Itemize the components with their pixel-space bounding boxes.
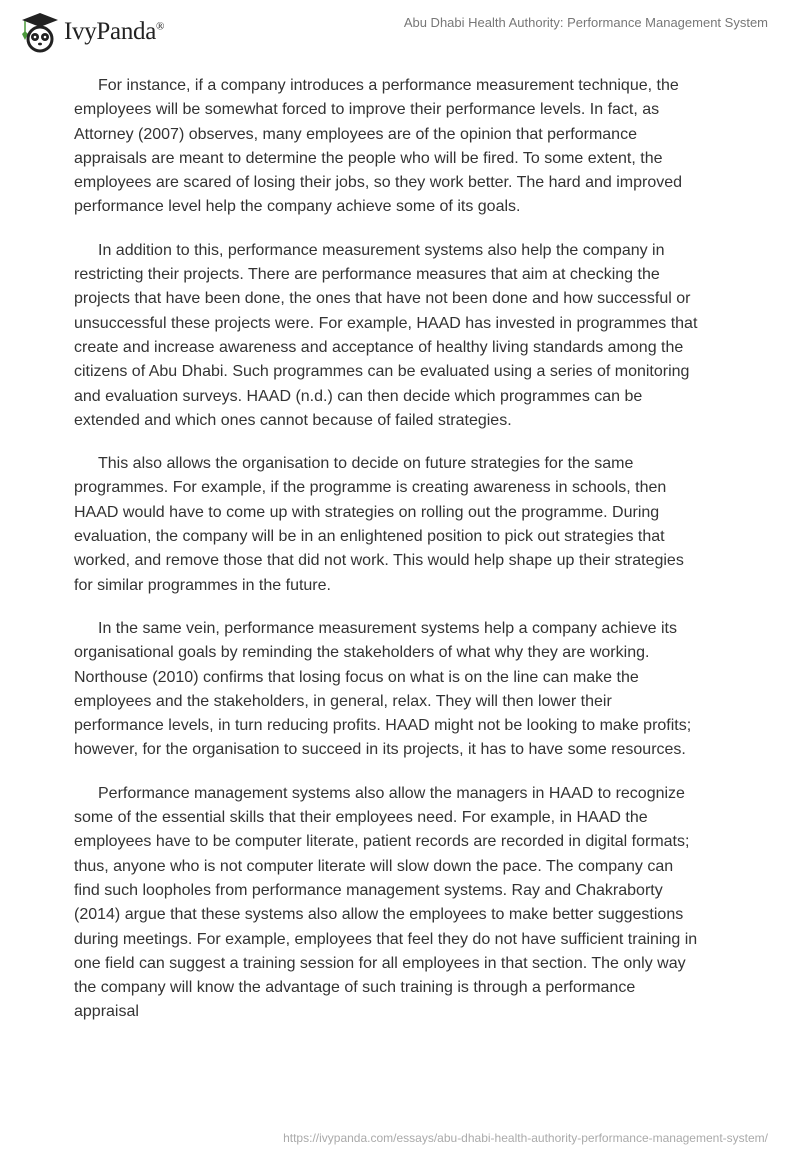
panda-graduate-icon [18,10,58,54]
text-line: one field can suggest a training session for all employees in that section. The only way [74,954,686,972]
source-url[interactable]: https://ivypanda.com/essays/abu-dhabi-health-authority-performance-management-system/ [283,1131,768,1145]
text-line: create and increase awareness and acceptance of healthy living standards among the [74,338,684,356]
paragraph [74,617,734,763]
logo-text: IvyPanda® [64,18,165,45]
text-line: employees will be somewhat forced to improve their performance levels. In fact, as [74,101,660,119]
text-line: Attorney (2007) observes, many employees are of the opinion that performance [74,125,637,143]
text-line: HAAD would have to come up with strategies on rolling out the programme. During [74,503,660,521]
text-line: however, for the organisation to succeed in its projects, it has to have some resources. [74,741,686,759]
text-line: thus, anyone who is not computer literate will slow down the pace. The company can [74,857,674,875]
essay-body [74,74,734,1044]
text-line: extended and which ones cannot because of failed strategies. [74,411,512,429]
text-line: unsuccessful these projects were. For example, HAAD has invested in programmes that [74,314,698,332]
text-line: some of the essential skills that their employees need. For example, in HAAD the [74,809,648,827]
text-line: Northouse (2010) confirms that losing focus on what is on the line can make the [74,668,639,686]
text-line: organisational goals by reminding the stakeholders of what why they are working. [74,644,650,662]
text-line: (2014) argue that these systems also allow the employees to make better suggestions [74,906,684,924]
text-line: performance levels, in turn reducing profits. HAAD might not be looking to make profits; [74,717,692,735]
paragraph [74,74,734,220]
paragraph [74,239,734,433]
text-line: during meetings. For example, employees that feel they do not have sufficient training in [74,930,698,948]
text-line: worked, and remove those that did not work. This would help shape up their strategies [74,552,684,570]
text-line: Performance management systems also allow the managers in HAAD to recognize [98,784,685,802]
text-line: evaluation, the company will be in an enlightened position to pick out strategies that [74,528,665,546]
paragraph [74,452,734,598]
text-line: the company will know the advantage of such training is through a performance [74,979,636,997]
text-line: This also allows the organisation to decide on future strategies for the same [98,455,634,473]
paragraph [74,782,734,1025]
text-line: In the same vein, performance measurement systems help a company achieve its [98,619,677,637]
text-line: find such loopholes from performance management systems. Ray and Chakraborty [74,881,663,899]
text-line: citizens of Abu Dhabi. Such programmes can be evaluated using a series of monitoring [74,363,690,381]
text-line: For instance, if a company introduces a performance measurement technique, the [98,77,679,94]
text-line: and evaluation surveys. HAAD (n.d.) can then decide which programmes can be [74,387,643,405]
text-line: projects that have been done, the ones that have not been done and how successful or [74,290,691,308]
text-line: restricting their projects. There are performance measures that aim at checking the [74,266,660,284]
text-line: for similar programmes in the future. [74,576,331,594]
text-line: employees have to be computer literate, patient records are recorded in digital formats; [74,833,690,851]
text-line: appraisals are meant to determine the people who will be fired. To some extent, the [74,149,663,167]
text-line: performance level help the company achieve some of its goals. [74,198,521,216]
document-title: Abu Dhabi Health Authority: Performance Management System [403,15,768,30]
text-line: employees and the stakeholders, in general, relax. They will then lower their [74,692,612,710]
text-line: programmes. For example, if the programme is creating awareness in schools, then [74,479,667,497]
text-line: In addition to this, performance measurement systems also help the company in [98,241,665,259]
text-line: appraisal [74,1003,139,1021]
text-line: employees are scared of losing their jobs, so they work better. The hard and improved [74,174,683,192]
ivypanda-logo[interactable] [18,10,164,54]
